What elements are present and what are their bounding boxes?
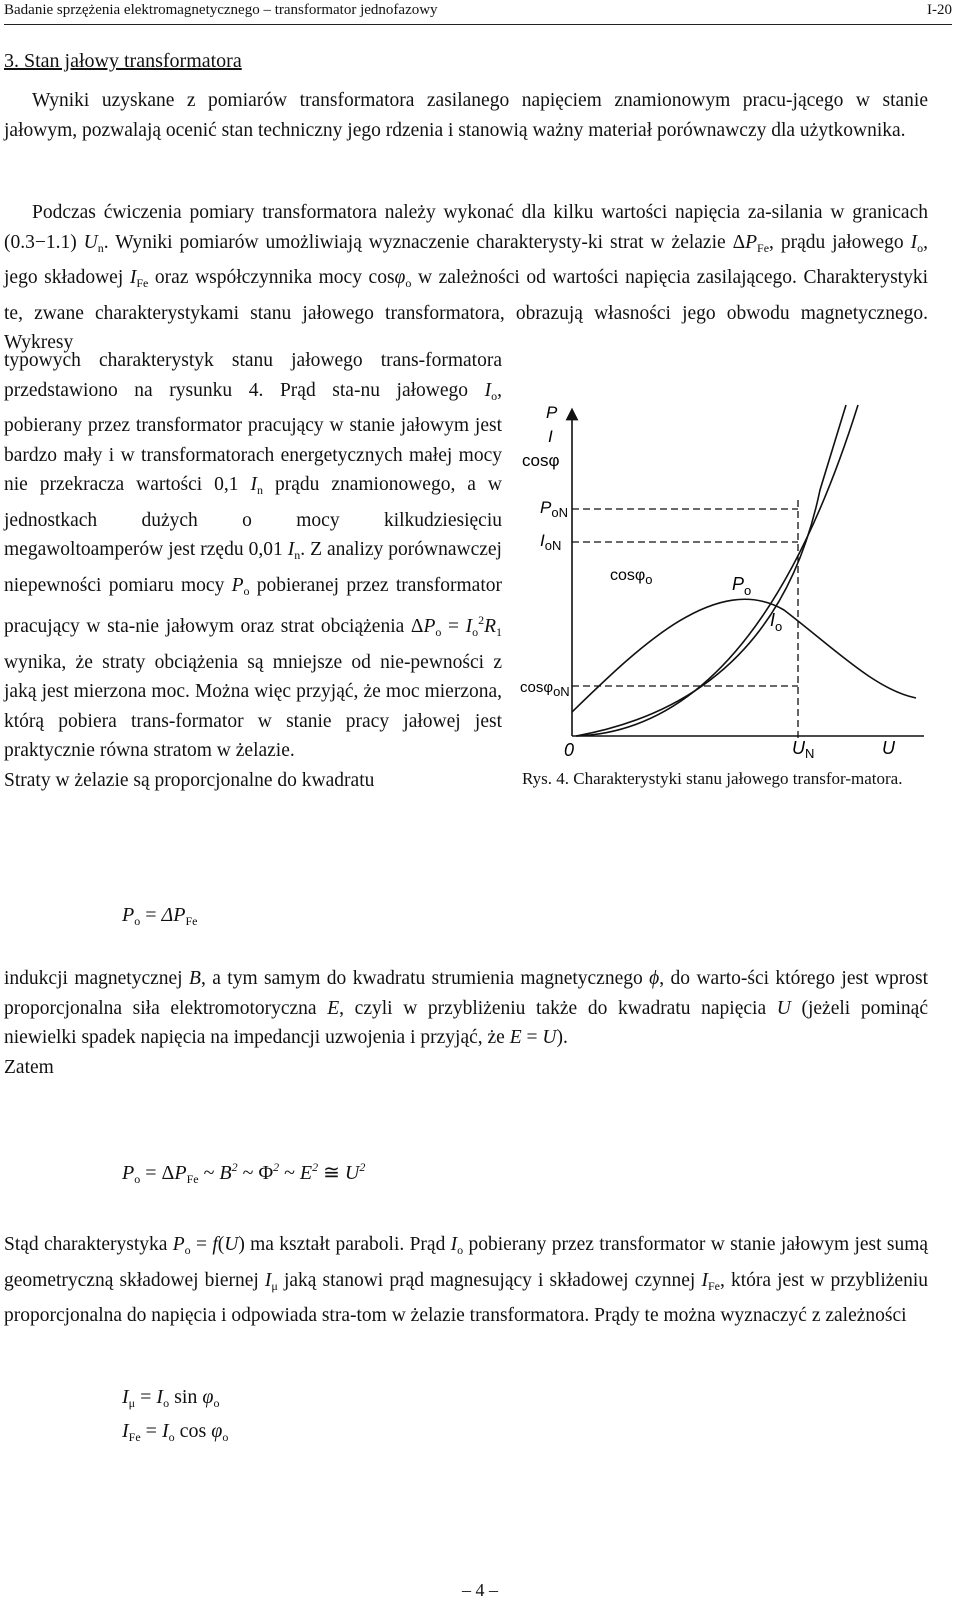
y-label-i: I [548, 427, 553, 446]
header-code: I-20 [927, 2, 952, 18]
paragraph-4: Stąd charakterystyka $P_o = f(U)$ ma kształt paraboli. Prąd $I_o$ pobierany przez transformator w stanie jałowym jest sumą geometryczną składowej biernej $I_\mu$ jaką stanowi prąd magnesujący i składowej czynnej $I_{Fe}$, która jest w przybliżeniu proporcjonalna do napięcia i odpowiada stra-tom w żelazie transformatora. Prądy te można wyznaczyć z zależności [4, 1234, 929, 1326]
header-rule [4, 24, 952, 25]
paragraph-1: Wyniki uzyskane z pomiarów transformatora zasilanego napięciem znamionowym pracu-jącego w stanie jałowym, pozwalają ocenić stan techniczny jego rdzenia i stanowią ważny materiał porównawczy dla użytkownika. [4, 90, 928, 141]
y-label-p: P [546, 403, 558, 422]
equation-1: $P_o = \Delta P_{Fe}$ [122, 904, 198, 928]
cos-curve [572, 599, 916, 712]
equation-4: $I_{Fe} = I_o$ $\cos \varphi_o$ [122, 1420, 229, 1444]
characteristics-figure [516, 400, 936, 780]
paragraph-2: Podczas ćwiczenia pomiary transformatora należy wykonać dla kilku wartości napięcia za-silania w granicach (0.3−1.1) $U_n$. Wyniki pomiarów umożliwiają wyznaczenie charakterysty-ki strat w żelazie $\Delta P_{Fe}$, prądu jałowego $I_o$, jego składowej $I_{Fe}$ oraz współczynnika mocy cosφ$_o$ w zależności od wartości napięcia zasilającego. Charakterystyki te, zwane charakterystykami stanu jałowego transformatora, obrazują własności jego obwodu magnetycznego. Wykresy [4, 202, 928, 353]
label-pon: $P_{oN}$ [540, 498, 568, 520]
x-axis-label: U [882, 738, 895, 758]
origin-label: 0 [564, 740, 575, 760]
label-coson: cosφoN [520, 679, 570, 699]
label-p-curve: $P_o$ [732, 574, 752, 598]
header-title: Badanie sprzężenia elektromagnetycznego – transformator jednofazowy [4, 2, 438, 18]
figure-caption: Rys. 4. Charakterystyki stanu jałowego transfor-matora. [522, 769, 903, 788]
section-title: 3. Stan jałowy transformatora [4, 50, 242, 72]
y-label-cos: cosφ [522, 451, 560, 470]
paragraph-3: indukcji magnetycznej B, a tym samym do kwadratu strumienia magnetycznego ϕ, do warto-ści którego jest wprost proporcjonalna siła elektromotoryczna E, czyli w przybliżeniu także do kwadratu napięcia U (jeżeli pominąć niewielki spadek napięcia na impedancji uzwojenia i przyjąć, że E = U). Zatem [4, 968, 928, 1078]
page-number: – 4 – [462, 1580, 498, 1600]
paragraph-2-continued: typowych charakterystyk stanu jałowego trans-formatora przedstawiono na rysunku 4. Prąd sta-nu jałowego $I_o$, pobierany przez transformator pracujący w stanie jałowym jest bardzo mały i w transformatorach energetycznych małej mocy nie przekracza wartości 0,1 $I_n$ prądu znamionowego, a w jednostkach dużych o mocy kilkudziesięciu megawoltoamperów jest rzędu 0,01 $I_n$. Z analizy porównawczej niepewności pomiaru mocy $P_o$ pobieranej przez transformator pracujący w sta-nie jałowym oraz strat obciążenia $\Delta P_o = I_o^2R_1$ wynika, że straty obciążenia są mniejsze od nie-pewności z jaką jest mierzona moc. Można więc przyjąć, że moc mierzona, którą pobiera trans-formator w stanie pracy jałowej jest praktycznie równa stratom w żelazie. Straty w żelazie są proporcjonalne do kwadratu [4, 350, 503, 791]
section-number: 3. [4, 50, 19, 72]
equation-2: $P_o = \Delta P_{Fe}$ ~ $B^2$ ~ $\Phi^2$ ~ $E^2$ ≅ $U^2$ [122, 1160, 366, 1186]
un-label: $U_N$ [792, 738, 815, 761]
label-ion: $I_{oN}$ [540, 531, 562, 553]
label-i-curve: $I_o$ [770, 610, 783, 634]
page-header [4, 2, 952, 19]
equation-3: $I_\mu = I_o$ $\sin \varphi_o$ [122, 1386, 220, 1410]
label-cos-curve: cosφ$_o$ [610, 567, 653, 587]
